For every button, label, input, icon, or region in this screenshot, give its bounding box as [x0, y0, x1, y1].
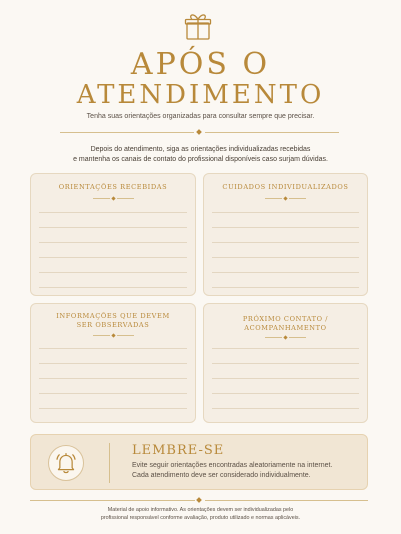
card-cuidados-individualizados — [203, 173, 368, 296]
page-title-line1: APÓS O — [130, 47, 271, 82]
card-title-rule-left — [93, 335, 110, 336]
reminder-line1: Evite seguir orientações encontradas aleatoriamente na internet. — [132, 462, 333, 469]
writing-line — [212, 348, 359, 349]
reminder-box — [30, 434, 368, 490]
writing-line — [212, 257, 359, 258]
card-title-dot — [111, 333, 115, 337]
card-title-rule-left — [265, 337, 282, 338]
card-title-dot — [283, 335, 287, 339]
card-title-rule-right — [117, 198, 134, 199]
writing-line — [39, 408, 187, 409]
card-title-dot — [111, 196, 115, 200]
card-proximo-contato — [203, 303, 368, 423]
intro-line1: Depois do atendimento, siga as orientações individualizadas recebidas — [90, 146, 311, 153]
writing-line — [212, 287, 359, 288]
card-title: ORIENTAÇÕES RECEBIDAS — [58, 183, 168, 191]
writing-line — [212, 242, 359, 243]
footer-divider-dot — [196, 497, 202, 503]
writing-line — [212, 272, 359, 273]
writing-line — [39, 348, 187, 349]
writing-line — [212, 378, 359, 379]
card-title-rule-left — [265, 198, 282, 199]
page-title-line2: ATENDIMENTO — [76, 80, 325, 110]
reminder-title: LEMBRE-SE — [132, 443, 225, 458]
writing-line — [39, 242, 187, 243]
card-title-rule-left — [93, 198, 110, 199]
writing-line — [39, 227, 187, 228]
card-title-rule-right — [289, 337, 306, 338]
writing-line — [39, 363, 187, 364]
footer-line1: Material de apoio informativo. As orientações devem ser individualizadas pelo — [107, 507, 294, 513]
writing-line — [212, 393, 359, 394]
footer-note — [0, 506, 401, 522]
footer-line2: profissional responsável conforme avaliação, produto utilizado e normas aplicáveis. — [100, 515, 301, 521]
writing-line — [39, 272, 187, 273]
writing-line — [212, 212, 359, 213]
card-title: CUIDADOS INDIVIDUALIZADOS — [222, 183, 349, 191]
card-title-line2: ACOMPANHAMENTO — [244, 324, 327, 332]
reminder-line2: Cada atendimento deve ser considerado individualmente. — [132, 472, 311, 479]
reminder-separator — [109, 443, 110, 483]
bell-badge — [48, 445, 84, 481]
card-title-line1: INFORMAÇÕES QUE DEVEM — [56, 312, 170, 320]
writing-line — [39, 287, 187, 288]
writing-line — [212, 363, 359, 364]
intro-text — [0, 145, 401, 165]
intro-line2: e mantenha os canais de contato do profissional disponíveis caso surjam dúvidas. — [73, 156, 328, 163]
writing-line — [212, 227, 359, 228]
gift-icon — [183, 11, 213, 41]
card-title-line2: SER OBSERVADAS — [76, 321, 150, 329]
bell-icon — [49, 446, 83, 480]
reminder-text — [132, 461, 332, 481]
card-orientacoes-recebidas — [30, 173, 196, 296]
footer-divider-right — [205, 500, 368, 501]
card-title-rule-right — [117, 335, 134, 336]
card-title-dot — [283, 196, 287, 200]
writing-line — [212, 408, 359, 409]
header-divider-dot — [196, 129, 202, 135]
card-title-rule-right — [289, 198, 306, 199]
footer-divider-left — [30, 500, 195, 501]
card-title-line1: PRÓXIMO CONTATO / — [242, 315, 329, 323]
card-informacoes-observadas — [30, 303, 196, 423]
writing-line — [39, 393, 187, 394]
header-divider-left — [60, 132, 194, 133]
page-subtitle: Tenha suas orientações organizadas para consultar sempre que precisar. — [86, 113, 315, 120]
writing-line — [39, 212, 187, 213]
writing-line — [39, 257, 187, 258]
header-divider-right — [205, 132, 339, 133]
writing-line — [39, 378, 187, 379]
